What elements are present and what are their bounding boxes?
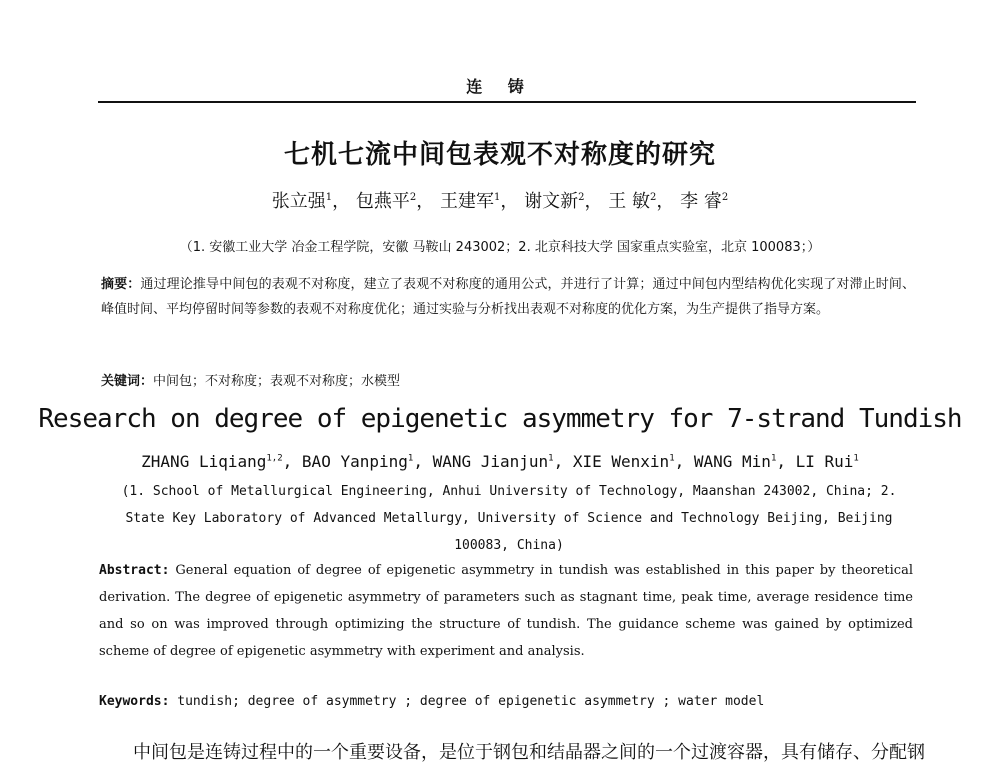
english-keywords [99,694,913,709]
keywords-text: tundish; degree of asymmetry ; degree of epigenetic asymmetry ; water model [169,694,765,709]
author: BAO Yanping [301,452,408,471]
author: 王 敏 [608,191,650,212]
english-authors: ZHANG Liqiang$^{1,2}$, BAO Yanping$^1$, WANG Jianjun$^1$, XIE Wenxin$^1$, WANG Min$^1$, LI Rui$^1$ [141,452,859,471]
chinese-abstract [101,272,915,322]
abstract-label: 摘要： [101,277,141,292]
chinese-authors: 张立强$^1$， 包燕平$^2$， 王建军$^1$， 谢文新$^2$， 王 敏$^2$， 李 睿$^2$ [271,191,729,212]
author-affil-mark: 2 [578,192,585,203]
author-affil-mark: 1 [407,453,414,464]
author: 张立强 [271,191,326,212]
author: 包燕平 [355,191,410,212]
author: XIE Wenxin [572,452,670,471]
header-rule [98,101,916,103]
author-affil-mark: 1 [853,453,859,464]
author: 李 睿 [680,191,722,212]
english-title: Research on degree of epigenetic asymmetry for 7-strand Tundish [38,404,962,434]
author: WANG Jianjun [432,452,549,471]
author-affil-mark: 1 [669,453,675,464]
author: LI Rui [795,452,854,471]
author-affil-mark: 2 [409,192,417,203]
abstract-text: 通过理论推导中间包的表观不对称度，建立了表观不对称度的通用公式，并进行了计算；通过中间包内型结构优化实现了对滞止时间、峰值时间、平均停留时间等参数的表观不对称度优化；通过实验与分析找出表观不对称度的优化方案，为生产提供了指导方案。 [101,277,915,317]
abstract-label: Abstract: [99,563,170,578]
keywords-text: 中间包；不对称度；表观不对称度；水模型 [153,374,401,389]
author-affil-mark: 1 [494,192,501,203]
author-affil-mark: 2 [721,192,729,203]
author-affil-mark: 1,2 [266,453,283,464]
chinese-title: 七机七流中间包表观不对称度的研究 [283,140,716,170]
author-affil-mark: 2 [649,192,657,203]
author: 谢文新 [524,191,579,212]
author-affil-mark: 1 [548,453,554,464]
english-abstract [99,557,913,665]
keywords-label: Keywords: [99,694,170,709]
author-affil-mark: 1 [770,453,777,464]
author-affil-mark: 1 [325,192,333,203]
author: WANG Min [693,452,771,471]
chinese-keywords [101,370,915,389]
keywords-label: 关键词： [101,374,154,389]
body-text-first-line: 中间包是连铸过程中的一个重要设备，是位于钢包和结晶器之间的一个过渡容器，具有储存、分配钢 [133,742,925,763]
abstract-text: General equation of degree of epigenetic asymmetry in tundish was established in this paper by theoretical derivation. The degree of epigenetic asymmetry of parameters such as stagnant time, peak time, average residence time and so on was improved through optimizing the structure of tundish. The guidance scheme was gained by optimized scheme of degree of epigenetic asymmetry with experiment and analysis. [99,563,913,659]
author: 王建军 [440,191,495,212]
section-header: 连 铸 [466,77,534,96]
chinese-affiliation: （1. 安徽工业大学 冶金工程学院，安徽 马鞍山 243002；2. 北京科技大学 国家重点实验室，北京 100083；） [179,240,821,255]
english-affiliation: (1. School of Metallurgical Engineering, Anhui University of Technology, Maanshan 243002, China; 2. State Key Laboratory of Advanced Metallurgy, University of Science and Technology Beijing, Beijing 100083, China) [121,484,897,553]
author: ZHANG Liqiang [141,452,267,471]
